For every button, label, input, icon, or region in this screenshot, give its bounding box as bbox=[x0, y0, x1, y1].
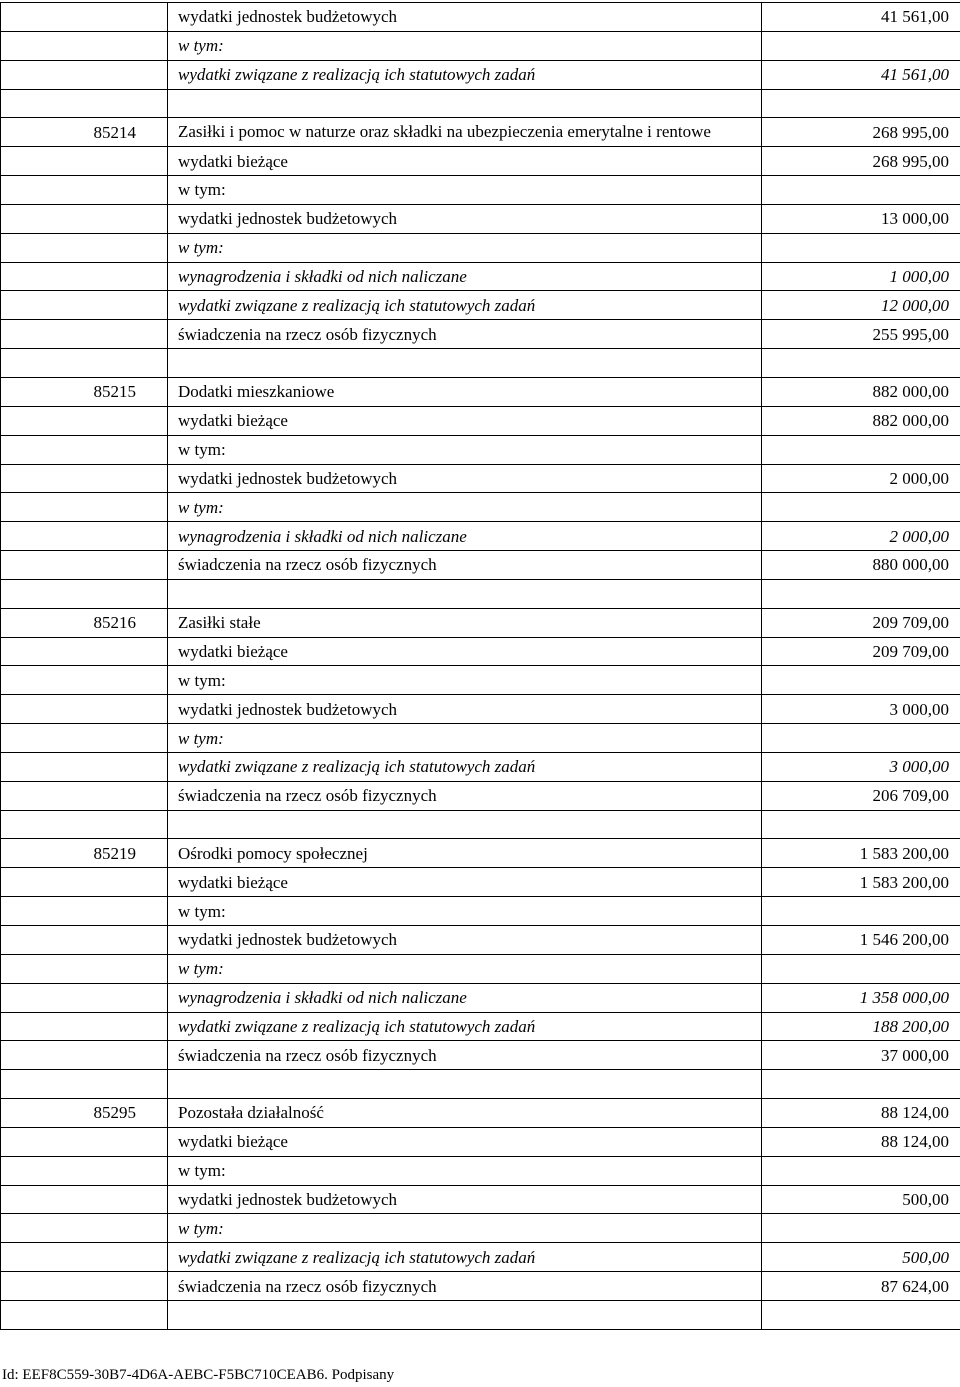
row-code bbox=[1, 89, 168, 118]
row-label: wydatki jednostek budżetowych bbox=[168, 695, 762, 724]
row-code bbox=[1, 1012, 168, 1041]
row-value: 1 583 200,00 bbox=[762, 868, 960, 897]
budget-table-body bbox=[1, 3, 960, 1330]
row-value bbox=[762, 233, 960, 262]
table-row bbox=[1, 118, 960, 147]
row-value: 3 000,00 bbox=[762, 695, 960, 724]
budget-table bbox=[0, 2, 960, 1330]
table-row bbox=[1, 1300, 960, 1329]
row-label: wydatki jednostek budżetowych bbox=[168, 926, 762, 955]
table-row bbox=[1, 1272, 960, 1301]
row-label: w tym: bbox=[168, 1214, 762, 1243]
row-value: 268 995,00 bbox=[762, 147, 960, 176]
table-row bbox=[1, 781, 960, 810]
table-row bbox=[1, 724, 960, 753]
row-code bbox=[1, 147, 168, 176]
row-label bbox=[168, 810, 762, 839]
row-label: wydatki jednostek budżetowych bbox=[168, 3, 762, 32]
row-value: 1 358 000,00 bbox=[762, 983, 960, 1012]
row-label: wydatki bieżące bbox=[168, 1127, 762, 1156]
table-row bbox=[1, 522, 960, 551]
row-label: w tym: bbox=[168, 954, 762, 983]
row-value bbox=[762, 1156, 960, 1185]
row-value bbox=[762, 1214, 960, 1243]
table-row bbox=[1, 666, 960, 695]
row-label: świadczenia na rzecz osób fizycznych bbox=[168, 320, 762, 349]
row-code bbox=[1, 1185, 168, 1214]
table-row bbox=[1, 464, 960, 493]
row-value: 1 546 200,00 bbox=[762, 926, 960, 955]
row-code: 85295 bbox=[1, 1099, 168, 1128]
row-code: 85216 bbox=[1, 608, 168, 637]
row-code bbox=[1, 551, 168, 580]
table-row bbox=[1, 233, 960, 262]
row-code bbox=[1, 464, 168, 493]
row-code bbox=[1, 522, 168, 551]
row-value: 37 000,00 bbox=[762, 1041, 960, 1070]
row-code bbox=[1, 1041, 168, 1070]
row-value: 882 000,00 bbox=[762, 406, 960, 435]
table-row bbox=[1, 31, 960, 60]
table-row bbox=[1, 1214, 960, 1243]
row-code bbox=[1, 781, 168, 810]
row-value: 880 000,00 bbox=[762, 551, 960, 580]
row-label: w tym: bbox=[168, 666, 762, 695]
row-label: świadczenia na rzecz osób fizycznych bbox=[168, 1041, 762, 1070]
row-code bbox=[1, 637, 168, 666]
row-value bbox=[762, 724, 960, 753]
row-value: 255 995,00 bbox=[762, 320, 960, 349]
row-value bbox=[762, 810, 960, 839]
row-code: 85219 bbox=[1, 839, 168, 868]
row-code bbox=[1, 1214, 168, 1243]
row-value bbox=[762, 493, 960, 522]
table-row bbox=[1, 551, 960, 580]
row-label: wydatki związane z realizacją ich statutowych zadań bbox=[168, 291, 762, 320]
table-row bbox=[1, 1099, 960, 1128]
row-value: 1 000,00 bbox=[762, 262, 960, 291]
row-code bbox=[1, 868, 168, 897]
row-value: 2 000,00 bbox=[762, 464, 960, 493]
row-label: w tym: bbox=[168, 1156, 762, 1185]
row-code bbox=[1, 31, 168, 60]
row-value bbox=[762, 435, 960, 464]
row-value: 87 624,00 bbox=[762, 1272, 960, 1301]
table-row bbox=[1, 1041, 960, 1070]
row-code bbox=[1, 1156, 168, 1185]
table-row bbox=[1, 1012, 960, 1041]
row-code bbox=[1, 1070, 168, 1099]
table-row bbox=[1, 695, 960, 724]
table-row bbox=[1, 839, 960, 868]
row-label: Pozostała działalność bbox=[168, 1099, 762, 1128]
row-code bbox=[1, 435, 168, 464]
row-label: wydatki jednostek budżetowych bbox=[168, 204, 762, 233]
table-row bbox=[1, 320, 960, 349]
row-code bbox=[1, 666, 168, 695]
table-row bbox=[1, 1070, 960, 1099]
row-label: wydatki związane z realizacją ich statutowych zadań bbox=[168, 1243, 762, 1272]
row-label: wydatki bieżące bbox=[168, 147, 762, 176]
row-label: w tym: bbox=[168, 724, 762, 753]
table-row bbox=[1, 493, 960, 522]
table-row bbox=[1, 435, 960, 464]
document-id-footer: Id: EEF8C559-30B7-4D6A-AEBC-F5BC710CEAB6. Podpisany bbox=[2, 1367, 395, 1383]
row-value bbox=[762, 349, 960, 378]
table-row bbox=[1, 377, 960, 406]
table-row bbox=[1, 983, 960, 1012]
row-code: 85215 bbox=[1, 377, 168, 406]
row-value bbox=[762, 1070, 960, 1099]
row-code bbox=[1, 897, 168, 926]
row-code bbox=[1, 349, 168, 378]
row-value: 88 124,00 bbox=[762, 1127, 960, 1156]
row-code bbox=[1, 176, 168, 205]
table-row bbox=[1, 608, 960, 637]
row-label: Ośrodki pomocy społecznej bbox=[168, 839, 762, 868]
row-label: wydatki związane z realizacją ich statutowych zadań bbox=[168, 60, 762, 89]
row-value: 2 000,00 bbox=[762, 522, 960, 551]
row-label: wynagrodzenia i składki od nich naliczane bbox=[168, 262, 762, 291]
row-label: w tym: bbox=[168, 897, 762, 926]
table-row bbox=[1, 810, 960, 839]
row-value bbox=[762, 1300, 960, 1329]
row-code bbox=[1, 291, 168, 320]
row-label: wydatki bieżące bbox=[168, 637, 762, 666]
row-value: 882 000,00 bbox=[762, 377, 960, 406]
row-value bbox=[762, 666, 960, 695]
row-label: świadczenia na rzecz osób fizycznych bbox=[168, 781, 762, 810]
row-code bbox=[1, 320, 168, 349]
row-value: 209 709,00 bbox=[762, 637, 960, 666]
row-code bbox=[1, 724, 168, 753]
row-label: w tym: bbox=[168, 31, 762, 60]
row-value: 88 124,00 bbox=[762, 1099, 960, 1128]
row-value: 41 561,00 bbox=[762, 3, 960, 32]
row-label: w tym: bbox=[168, 176, 762, 205]
row-label bbox=[168, 89, 762, 118]
row-code bbox=[1, 262, 168, 291]
row-code: 85214 bbox=[1, 118, 168, 147]
table-row bbox=[1, 637, 960, 666]
row-label: wydatki jednostek budżetowych bbox=[168, 1185, 762, 1214]
row-label bbox=[168, 1070, 762, 1099]
row-value: 13 000,00 bbox=[762, 204, 960, 233]
table-row bbox=[1, 868, 960, 897]
table-row bbox=[1, 579, 960, 608]
table-row bbox=[1, 1185, 960, 1214]
row-code bbox=[1, 1272, 168, 1301]
row-code bbox=[1, 810, 168, 839]
row-value bbox=[762, 176, 960, 205]
row-label bbox=[168, 1300, 762, 1329]
row-code bbox=[1, 204, 168, 233]
row-value: 209 709,00 bbox=[762, 608, 960, 637]
row-label: Dodatki mieszkaniowe bbox=[168, 377, 762, 406]
row-code bbox=[1, 406, 168, 435]
row-value: 3 000,00 bbox=[762, 752, 960, 781]
row-label: w tym: bbox=[168, 233, 762, 262]
table-row bbox=[1, 204, 960, 233]
row-value bbox=[762, 579, 960, 608]
row-code bbox=[1, 752, 168, 781]
row-code bbox=[1, 954, 168, 983]
row-code bbox=[1, 1127, 168, 1156]
row-value: 206 709,00 bbox=[762, 781, 960, 810]
table-row bbox=[1, 3, 960, 32]
row-label: wydatki związane z realizacją ich statutowych zadań bbox=[168, 752, 762, 781]
row-label bbox=[168, 349, 762, 378]
table-row bbox=[1, 147, 960, 176]
row-label: wydatki bieżące bbox=[168, 868, 762, 897]
row-label: Zasiłki i pomoc w naturze oraz składki na ubezpieczenia emerytalne i rentowe bbox=[168, 118, 762, 147]
row-value: 188 200,00 bbox=[762, 1012, 960, 1041]
table-row bbox=[1, 349, 960, 378]
row-value bbox=[762, 897, 960, 926]
row-value bbox=[762, 89, 960, 118]
row-code bbox=[1, 695, 168, 724]
row-label: w tym: bbox=[168, 435, 762, 464]
row-label: wydatki bieżące bbox=[168, 406, 762, 435]
row-value: 1 583 200,00 bbox=[762, 839, 960, 868]
table-row bbox=[1, 89, 960, 118]
row-label: wydatki związane z realizacją ich statutowych zadań bbox=[168, 1012, 762, 1041]
row-label: świadczenia na rzecz osób fizycznych bbox=[168, 1272, 762, 1301]
table-row bbox=[1, 262, 960, 291]
row-code bbox=[1, 493, 168, 522]
table-row bbox=[1, 1156, 960, 1185]
table-row bbox=[1, 752, 960, 781]
row-label: w tym: bbox=[168, 493, 762, 522]
table-row bbox=[1, 897, 960, 926]
row-code bbox=[1, 3, 168, 32]
table-row bbox=[1, 954, 960, 983]
row-code bbox=[1, 983, 168, 1012]
row-value: 500,00 bbox=[762, 1243, 960, 1272]
row-label: wynagrodzenia i składki od nich naliczane bbox=[168, 522, 762, 551]
table-row bbox=[1, 406, 960, 435]
row-value bbox=[762, 954, 960, 983]
row-code bbox=[1, 233, 168, 262]
row-code bbox=[1, 579, 168, 608]
row-value: 268 995,00 bbox=[762, 118, 960, 147]
row-code bbox=[1, 1300, 168, 1329]
row-value: 12 000,00 bbox=[762, 291, 960, 320]
row-label bbox=[168, 579, 762, 608]
row-label: świadczenia na rzecz osób fizycznych bbox=[168, 551, 762, 580]
row-label: wydatki jednostek budżetowych bbox=[168, 464, 762, 493]
row-value: 41 561,00 bbox=[762, 60, 960, 89]
row-code bbox=[1, 60, 168, 89]
row-value bbox=[762, 31, 960, 60]
table-row bbox=[1, 1127, 960, 1156]
table-row bbox=[1, 1243, 960, 1272]
table-row bbox=[1, 926, 960, 955]
row-code bbox=[1, 1243, 168, 1272]
table-row bbox=[1, 60, 960, 89]
row-code bbox=[1, 926, 168, 955]
row-label: Zasiłki stałe bbox=[168, 608, 762, 637]
row-label: wynagrodzenia i składki od nich naliczane bbox=[168, 983, 762, 1012]
table-row bbox=[1, 291, 960, 320]
row-value: 500,00 bbox=[762, 1185, 960, 1214]
table-row bbox=[1, 176, 960, 205]
